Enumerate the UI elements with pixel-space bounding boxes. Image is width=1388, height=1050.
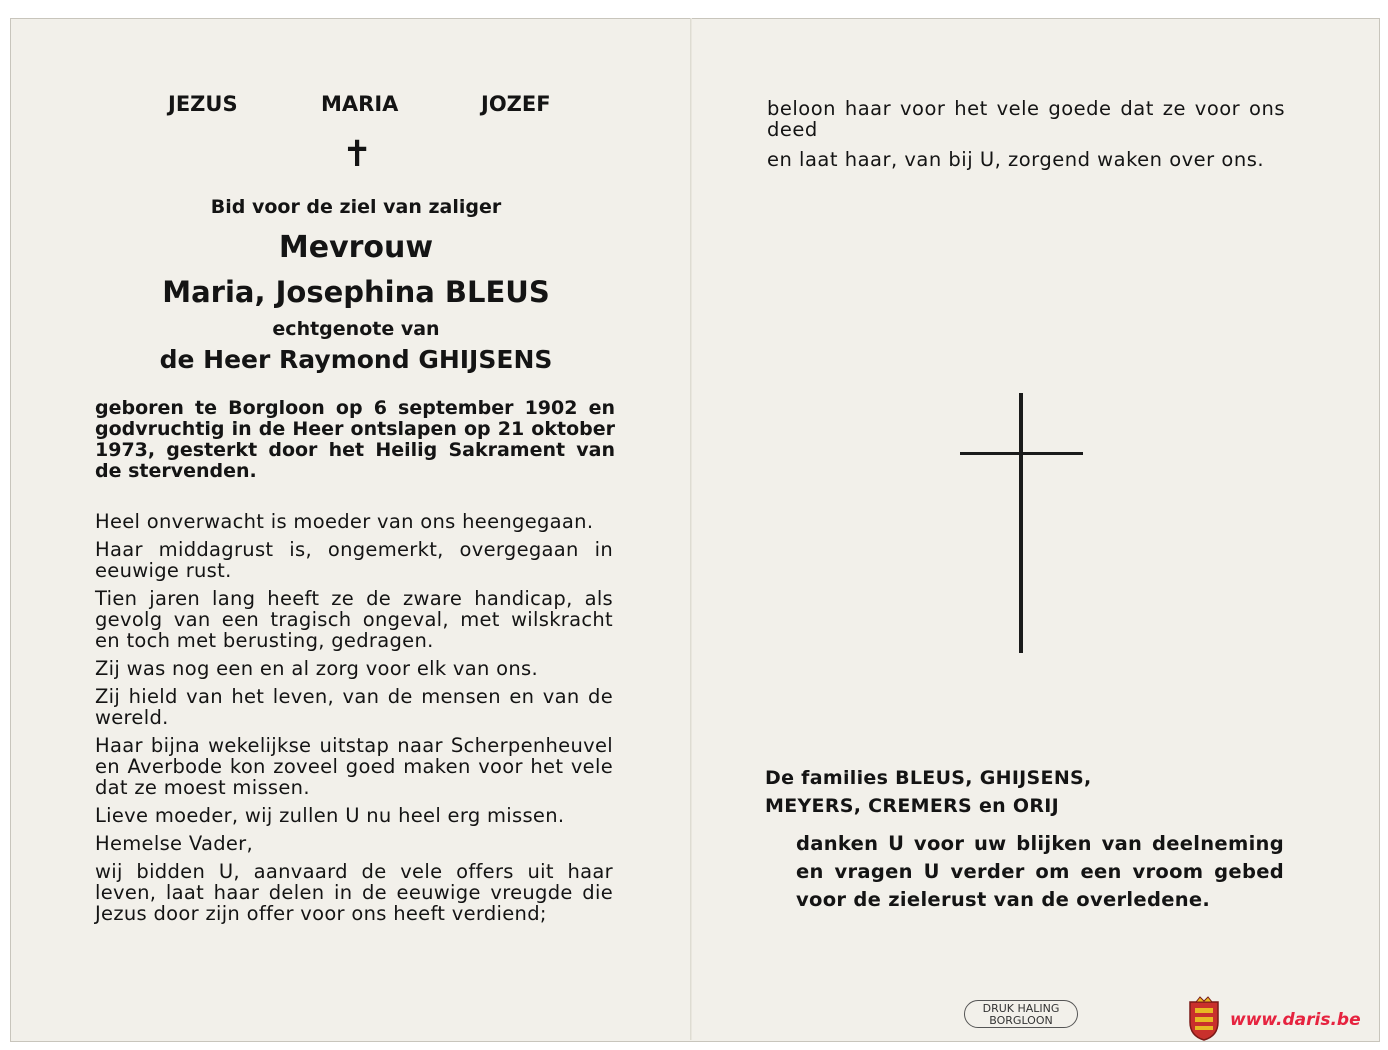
- cross-icon: ✝: [342, 134, 373, 175]
- name-maria: MARIA: [321, 92, 399, 116]
- deceased-name: Maria, Josephina BLEUS: [162, 275, 550, 309]
- poem-paragraph: Zij hield van het leven, van de mensen en van de wereld.: [95, 685, 613, 729]
- poem-paragraph: Tien jaren lang heeft ze de zware handicap, als gevolg van een tragisch ongeval, met wilskracht en toch met berusting, gedragen.: [95, 587, 613, 652]
- name-jezus: JEZUS: [168, 92, 238, 116]
- poem-paragraph: Haar middagrust is, ongemerkt, overgegaan in eeuwige rust.: [95, 538, 613, 582]
- poem-paragraph: Heel onverwacht is moeder van ons heengegaan.: [95, 510, 594, 533]
- deceased-title: Mevrouw: [278, 230, 434, 265]
- prayer-paragraph: beloon haar voor het vele goede dat ze voor ons deed: [767, 97, 1285, 141]
- poem-paragraph: wij bidden U, aanvaard de vele offers uit haar leven, laat haar delen in de eeuwige vreugde die Jezus door zijn offer voor ons heeft verdiend;: [95, 860, 613, 925]
- thanks-text: danken U voor uw blijken van deelneming en vragen U verder om een vroom gebed voor de zielerust van de overledene.: [796, 832, 1284, 911]
- prayer-paragraph: en laat haar, van bij U, zorgend waken over ons.: [767, 148, 1265, 171]
- poem-paragraph: Lieve moeder, wij zullen U nu heel erg missen.: [95, 804, 565, 827]
- spouse-name: de Heer Raymond GHIJSENS: [159, 345, 553, 374]
- printer-stamp: [964, 1000, 1078, 1028]
- birth-death-text: geboren te Borgloon op 6 september 1902 en godvruchtig in de Heer ontslapen op 21 oktober 1973, gesterkt door het Heilig Sakrament van de stervenden.: [95, 397, 615, 482]
- large-cross-vertical: [1019, 393, 1023, 653]
- spouse-intro: echtgenote van: [272, 318, 440, 340]
- large-cross-horizontal: [960, 452, 1083, 455]
- printer-name: DRUK HALING: [982, 1002, 1060, 1015]
- poem: [95, 511, 613, 931]
- prayer-continued: [767, 98, 1285, 179]
- printer-city: BORGLOON: [989, 1014, 1053, 1027]
- families-line-2: MEYERS, CREMERS en ORIJ: [765, 795, 1059, 817]
- prayer-intro: Bid voor de ziel van zaliger: [210, 196, 502, 218]
- poem-paragraph: Hemelse Vader,: [95, 832, 253, 855]
- poem-paragraph: Haar bijna wekelijkse uitstap naar Scherpenheuvel en Averbode kon zoveel goed maken voor het vele dat ze moest missen.: [95, 734, 613, 799]
- families-line-1: De families BLEUS, GHIJSENS,: [765, 767, 1092, 789]
- watermark-url: www.daris.be: [1230, 1010, 1361, 1030]
- poem-paragraph: Zij was nog een en al zorg voor elk van ons.: [95, 657, 539, 680]
- daris-shield-icon: [1186, 996, 1222, 1042]
- card-fold-line: [690, 18, 692, 1040]
- name-jozef: JOZEF: [481, 92, 551, 116]
